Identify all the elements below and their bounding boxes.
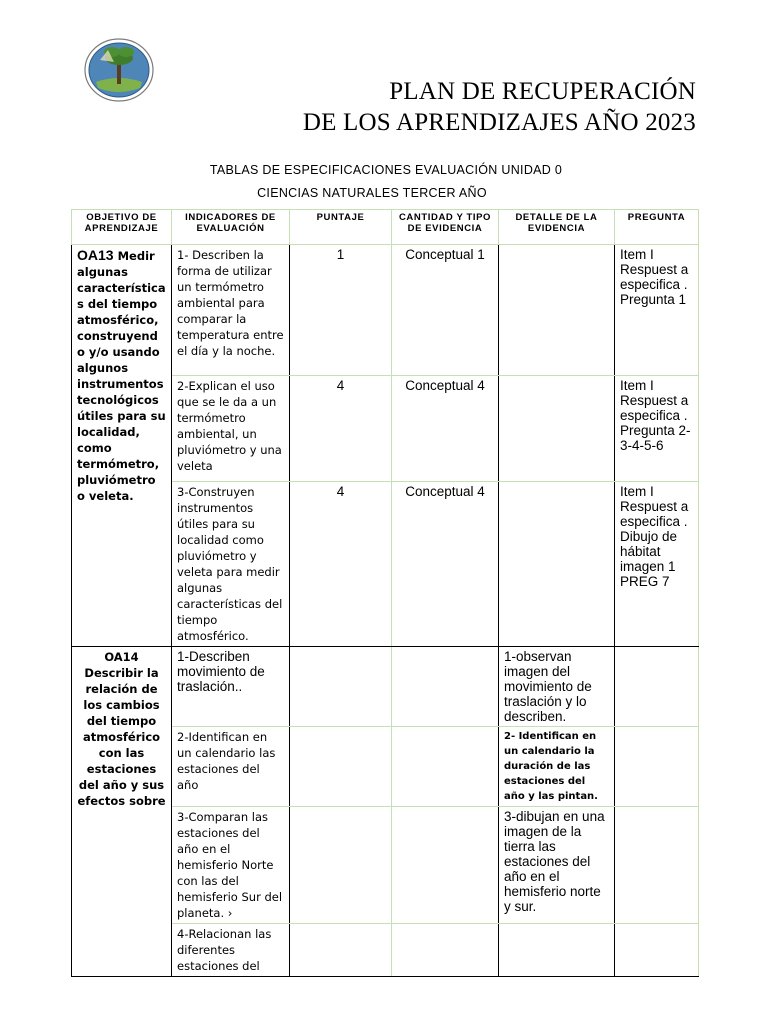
detail-cell: 2- Identifican en un calendario la duración de las estaciones del año y las pintan. — [499, 727, 615, 807]
objective-code: OA13 — [77, 247, 114, 263]
score-cell: 1 — [290, 245, 392, 376]
score-cell — [290, 924, 392, 977]
detail-cell: 3-dibujan en una imagen de la tierra las estaciones del año en el hemisferio norte y sur. — [499, 807, 615, 924]
detail-cell — [499, 482, 615, 647]
evidence-cell — [392, 647, 499, 727]
evidence-cell: Conceptual 4 — [392, 376, 499, 482]
score-cell — [290, 727, 392, 807]
indicator-cell: 4-Relacionan las diferentes estaciones del — [172, 924, 290, 977]
indicator-cell: 3-Construyen instrumentos útiles para su localidad como pluviómetro y veleta para medir algunas características del tiempo atmosférico. — [172, 482, 290, 647]
detail-cell — [499, 376, 615, 482]
question-cell — [615, 924, 699, 977]
score-cell: 4 — [290, 376, 392, 482]
header-detalle: DETALLE DE LA EVIDENCIA — [499, 210, 615, 245]
indicator-cell: 1-Describen movimiento de traslación.. — [172, 647, 290, 727]
detail-cell — [499, 924, 615, 977]
question-cell: Item I Respuest a especifica . Pregunta 1 — [615, 245, 699, 376]
score-cell — [290, 807, 392, 924]
document-subtitle-2: CIENCIAS NATURALES TERCER AÑO — [257, 186, 487, 200]
indicator-cell: 2-Explican el uso que se le da a un termómetro ambiental, un pluviómetro y una veleta — [172, 376, 290, 482]
table-header-row — [72, 210, 699, 245]
evidence-cell: Conceptual 1 — [392, 245, 499, 376]
header-cantidad: CANTIDAD Y TIPO DE EVIDENCIA — [392, 210, 499, 245]
document-title-line-2: DE LOS APRENDIZAJES AÑO 2023 — [302, 109, 696, 136]
indicator-cell: 1- Describen la forma de utilizar un termómetro ambiental para comparar la temperatura entre el día y la noche. — [172, 245, 290, 376]
document-subtitle-1: TABLAS DE ESPECIFICACIONES EVALUACIÓN UNIDAD 0 — [209, 163, 563, 177]
school-crest-tree-icon — [84, 38, 154, 102]
objective-text: Describir la relación de los cambios del tiempo atmosférico con las estaciones del año y sus efectos sobre — [77, 666, 166, 808]
question-cell — [615, 807, 699, 924]
question-cell — [615, 647, 699, 727]
objective-cell-oa13 — [72, 245, 172, 647]
score-cell — [290, 647, 392, 727]
question-cell: Item I Respuest a especifica . Pregunta 2-3-4-5-6 — [615, 376, 699, 482]
objective-text: Medir algunas característica s del tiempo atmosférico, construyend o y/o usando algunos instrumentos tecnológicos útiles para su localidad, como termómetro, pluviómetro o veleta. — [77, 249, 166, 503]
question-cell — [615, 727, 699, 807]
detail-cell — [499, 245, 615, 376]
objective-cell-oa14 — [72, 647, 172, 977]
header-indicadores: INDICADORES DE EVALUACIÓN — [172, 210, 290, 245]
table-row — [72, 647, 699, 727]
header-puntaje: PUNTAJE — [290, 210, 392, 245]
evidence-cell — [392, 924, 499, 977]
indicator-cell: 2-Identifican en un calendario las estaciones del año — [172, 727, 290, 807]
specification-table — [71, 209, 699, 977]
evidence-cell: Conceptual 4 — [392, 482, 499, 647]
indicator-cell: 3-Comparan las estaciones del año en el hemisferio Norte con las del hemisferio Sur del planeta. › — [172, 807, 290, 924]
evidence-cell — [392, 807, 499, 924]
detail-cell: 1-observan imagen del movimiento de traslación y lo describen. — [499, 647, 615, 727]
table-row — [72, 245, 699, 376]
header-pregunta: PREGUNTA — [615, 210, 699, 245]
objective-code: OA14 — [104, 650, 139, 664]
document-title-line-1: PLAN DE RECUPERACIÓN — [389, 78, 696, 105]
header-objetivo: OBJETIVO DE APRENDIZAJE — [72, 210, 172, 245]
question-cell: Item I Respuest a especifica . Dibujo de hábitat imagen 1 PREG 7 — [615, 482, 699, 647]
score-cell: 4 — [290, 482, 392, 647]
evidence-cell — [392, 727, 499, 807]
